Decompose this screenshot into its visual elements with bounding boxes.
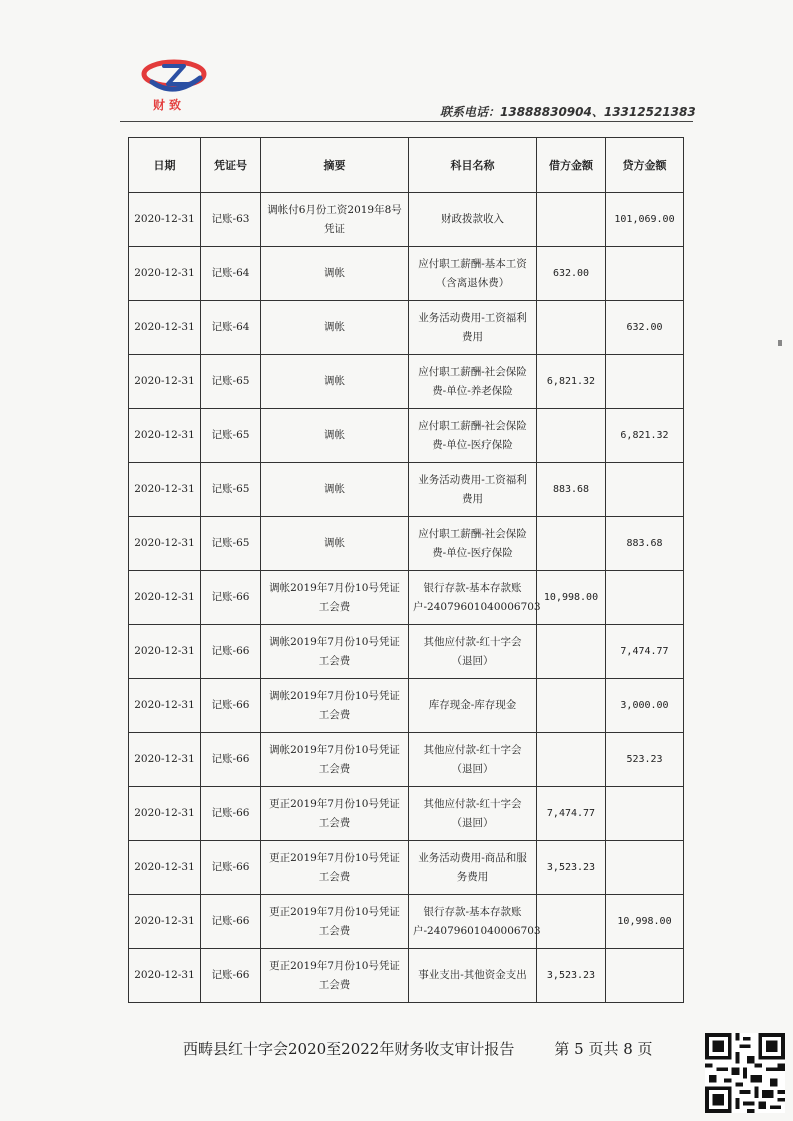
cell-summary: 更正2019年7月份10号凭证工会费 — [261, 841, 409, 895]
table-row — [129, 571, 684, 625]
table-row — [129, 463, 684, 517]
cell-date: 2020-12-31 — [129, 247, 201, 301]
cell-account: 财政拨款收入 — [409, 193, 537, 247]
cell-debit — [537, 517, 606, 571]
cell-summary: 更正2019年7月份10号凭证工会费 — [261, 895, 409, 949]
cell-date: 2020-12-31 — [129, 733, 201, 787]
page-number: 第 5 页共 8 页 — [554, 1040, 653, 1058]
cell-summary: 调帐 — [261, 301, 409, 355]
cell-summary: 调帐2019年7月份10号凭证工会费 — [261, 733, 409, 787]
column-header-voucher: 凭证号 — [201, 138, 261, 193]
cell-voucher: 记账-66 — [201, 625, 261, 679]
contact-phone: 联系电话：13888830904、13312521383 — [440, 105, 696, 119]
cell-credit — [606, 841, 684, 895]
cell-date: 2020-12-31 — [129, 463, 201, 517]
ledger-table — [128, 137, 684, 1003]
cell-credit: 101,069.00 — [606, 193, 684, 247]
table-row — [129, 355, 684, 409]
cell-credit: 7,474.77 — [606, 625, 684, 679]
cell-date: 2020-12-31 — [129, 625, 201, 679]
cell-summary: 调帐 — [261, 247, 409, 301]
qr-code — [705, 1033, 785, 1113]
cell-date: 2020-12-31 — [129, 679, 201, 733]
column-header-summary: 摘要 — [261, 138, 409, 193]
cell-voucher: 记账-64 — [201, 301, 261, 355]
cell-account: 银行存款-基本存款账户-24079601040006703 — [409, 895, 537, 949]
cell-voucher: 记账-63 — [201, 193, 261, 247]
cell-account: 业务活动费用-商品和服务费用 — [409, 841, 537, 895]
cell-voucher: 记账-66 — [201, 787, 261, 841]
cell-date: 2020-12-31 — [129, 355, 201, 409]
report-title: 西畴县红十字会2020至2022年财务收支审计报告 — [183, 1040, 515, 1058]
table-row — [129, 625, 684, 679]
cell-debit: 7,474.77 — [537, 787, 606, 841]
cell-voucher: 记账-65 — [201, 355, 261, 409]
cell-date: 2020-12-31 — [129, 895, 201, 949]
cell-summary: 调帐 — [261, 409, 409, 463]
cell-voucher: 记账-66 — [201, 679, 261, 733]
table-header-row — [129, 138, 684, 193]
cell-debit: 3,523.23 — [537, 841, 606, 895]
cell-credit — [606, 463, 684, 517]
column-header-date: 日期 — [129, 138, 201, 193]
cell-account: 应付职工薪酬-社会保险费-单位-养老保险 — [409, 355, 537, 409]
cell-date: 2020-12-31 — [129, 409, 201, 463]
cell-debit: 883.68 — [537, 463, 606, 517]
cell-date: 2020-12-31 — [129, 949, 201, 1003]
cell-credit — [606, 787, 684, 841]
cell-account: 应付职工薪酬-基本工资（含离退休费） — [409, 247, 537, 301]
cell-debit: 3,523.23 — [537, 949, 606, 1003]
column-header-account: 科目名称 — [409, 138, 537, 193]
cell-debit — [537, 409, 606, 463]
cell-account: 事业支出-其他资金支出 — [409, 949, 537, 1003]
cell-summary: 更正2019年7月份10号凭证工会费 — [261, 787, 409, 841]
cell-credit — [606, 949, 684, 1003]
cell-account: 应付职工薪酬-社会保险费-单位-医疗保险 — [409, 517, 537, 571]
table-row — [129, 517, 684, 571]
cell-summary: 调帐 — [261, 517, 409, 571]
cell-summary: 调帐 — [261, 355, 409, 409]
cell-credit: 10,998.00 — [606, 895, 684, 949]
cell-summary: 调帐2019年7月份10号凭证工会费 — [261, 571, 409, 625]
cell-voucher: 记账-66 — [201, 733, 261, 787]
cell-date: 2020-12-31 — [129, 841, 201, 895]
cell-account: 其他应付款-红十字会（退回） — [409, 787, 537, 841]
cell-credit: 3,000.00 — [606, 679, 684, 733]
cell-account: 业务活动费用-工资福利费用 — [409, 463, 537, 517]
cell-voucher: 记账-65 — [201, 517, 261, 571]
table-row — [129, 247, 684, 301]
cell-credit: 883.68 — [606, 517, 684, 571]
cell-summary: 调帐 — [261, 463, 409, 517]
page-footer — [183, 1038, 653, 1059]
table-row — [129, 679, 684, 733]
cell-debit: 10,998.00 — [537, 571, 606, 625]
cell-account: 其他应付款-红十字会（退回） — [409, 733, 537, 787]
cell-credit — [606, 571, 684, 625]
table-row — [129, 949, 684, 1003]
cell-debit — [537, 301, 606, 355]
cell-debit — [537, 895, 606, 949]
cell-date: 2020-12-31 — [129, 301, 201, 355]
cell-credit — [606, 355, 684, 409]
cell-credit: 632.00 — [606, 301, 684, 355]
table-row — [129, 193, 684, 247]
table-row — [129, 409, 684, 463]
cell-debit — [537, 193, 606, 247]
cell-voucher: 记账-66 — [201, 571, 261, 625]
header-rule — [120, 121, 693, 122]
table-row — [129, 733, 684, 787]
cell-voucher: 记账-65 — [201, 463, 261, 517]
cell-voucher: 记账-66 — [201, 895, 261, 949]
table-row — [129, 841, 684, 895]
cell-account: 银行存款-基本存款账户-24079601040006703 — [409, 571, 537, 625]
table-row — [129, 895, 684, 949]
cell-date: 2020-12-31 — [129, 517, 201, 571]
cell-debit — [537, 625, 606, 679]
cell-account: 其他应付款-红十字会（退回） — [409, 625, 537, 679]
scan-edge-mark — [778, 340, 782, 346]
cell-account: 库存现金-库存现金 — [409, 679, 537, 733]
cell-debit — [537, 733, 606, 787]
cell-summary: 调帐2019年7月份10号凭证工会费 — [261, 625, 409, 679]
cell-summary: 调帐2019年7月份10号凭证工会费 — [261, 679, 409, 733]
cell-debit — [537, 679, 606, 733]
cell-debit: 6,821.32 — [537, 355, 606, 409]
cell-voucher: 记账-66 — [201, 841, 261, 895]
table-row — [129, 787, 684, 841]
cell-summary: 调帐付6月份工资2019年8号凭证 — [261, 193, 409, 247]
cell-debit: 632.00 — [537, 247, 606, 301]
table-row — [129, 301, 684, 355]
cell-voucher: 记账-64 — [201, 247, 261, 301]
cell-date: 2020-12-31 — [129, 193, 201, 247]
column-header-debit: 借方金额 — [537, 138, 606, 193]
cell-credit: 523.23 — [606, 733, 684, 787]
cell-date: 2020-12-31 — [129, 787, 201, 841]
cell-voucher: 记账-65 — [201, 409, 261, 463]
column-header-credit: 贷方金额 — [606, 138, 684, 193]
cell-account: 业务活动费用-工资福利费用 — [409, 301, 537, 355]
cell-credit — [606, 247, 684, 301]
cell-credit: 6,821.32 — [606, 409, 684, 463]
logo-text: 财致 — [152, 98, 185, 112]
cell-date: 2020-12-31 — [129, 571, 201, 625]
cell-voucher: 记账-66 — [201, 949, 261, 1003]
cell-summary: 更正2019年7月份10号凭证工会费 — [261, 949, 409, 1003]
cell-account: 应付职工薪酬-社会保险费-单位-医疗保险 — [409, 409, 537, 463]
